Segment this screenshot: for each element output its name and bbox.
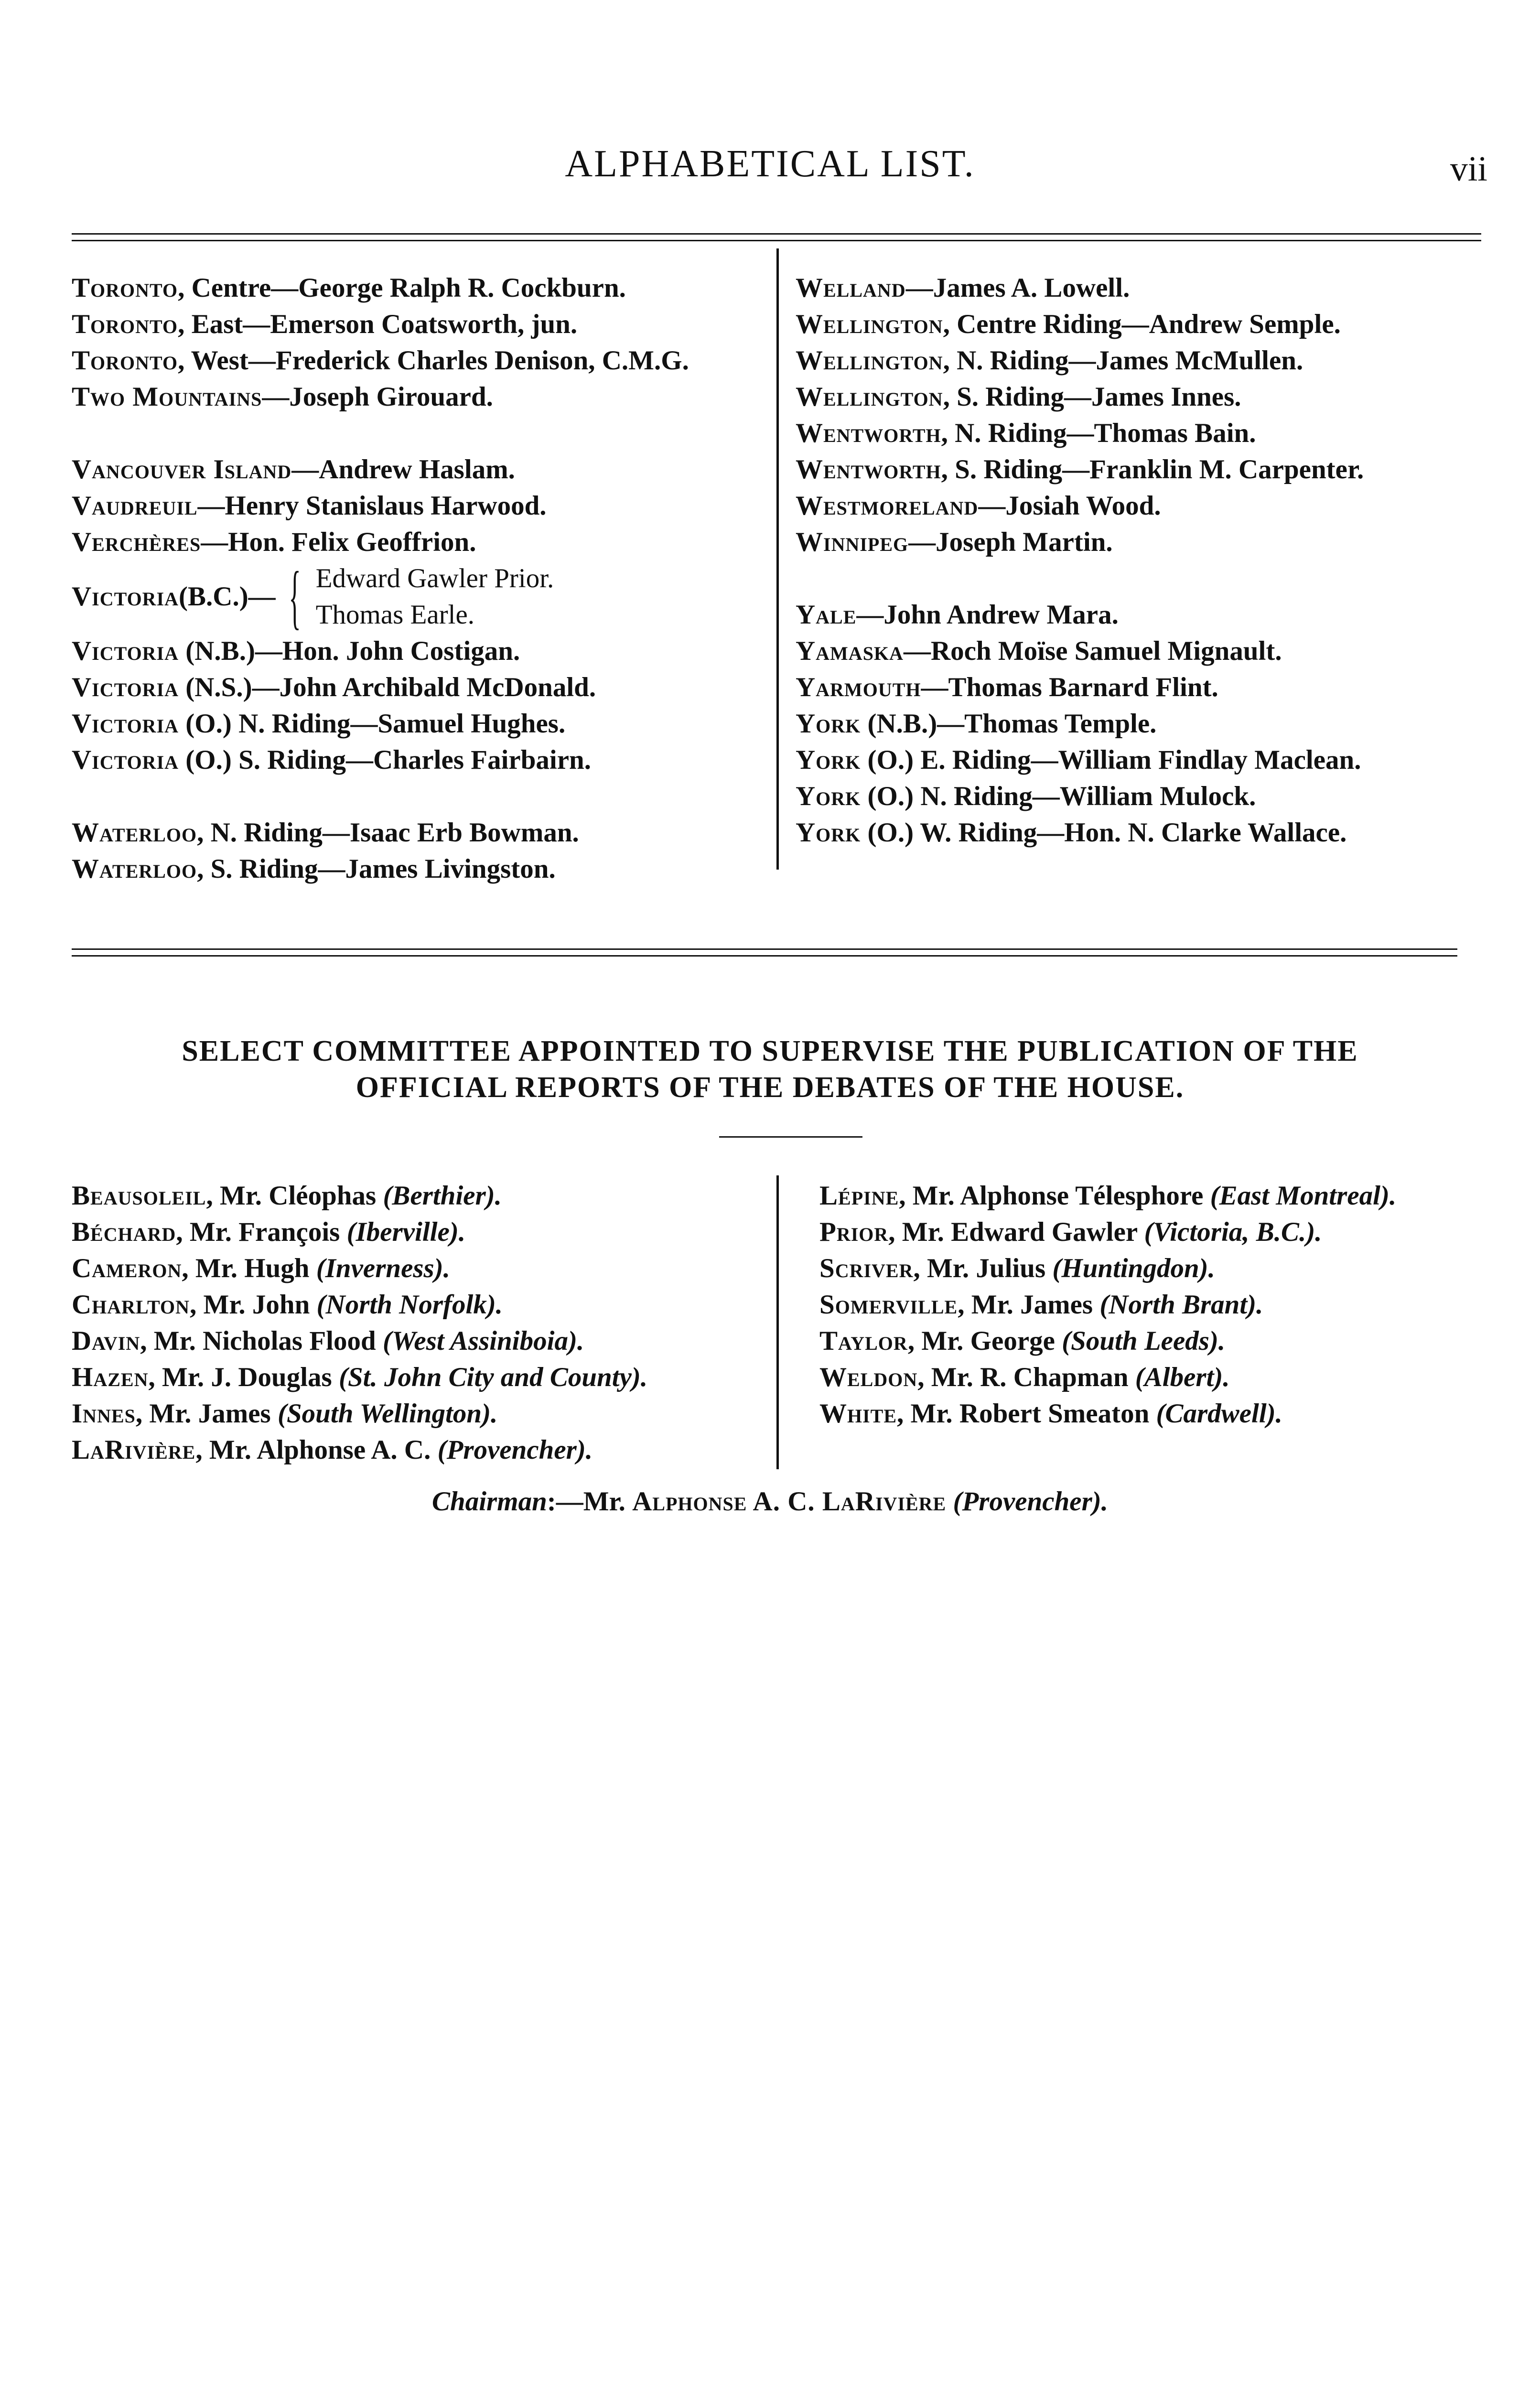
chairman-separator: :—Mr. (547, 1486, 633, 1517)
list-item: Waterloo, S. Riding—James Livingston. (72, 854, 556, 884)
list-item: Victoria (N.S.)—John Archibald McDonald. (72, 672, 596, 702)
list-item: Vancouver Island—Andrew Haslam. (72, 454, 515, 484)
list-item: Cameron, Mr. Hugh (Inverness). (72, 1253, 450, 1283)
list-item: Innes, Mr. James (South Wellington). (72, 1399, 498, 1429)
heading-short-rule (719, 1136, 862, 1138)
list-item: Two Mountains—Joseph Girouard. (72, 382, 493, 412)
list-item: LaRivière, Mr. Alphonse A. C. (Provencher). (72, 1435, 593, 1465)
list-item: Winnipeg—Joseph Martin. (796, 527, 1113, 557)
chairman-line (0, 1486, 1540, 1517)
members-right-column (796, 270, 1364, 851)
list-item: Victoria (B.C.)— { Edward Gawler Prior. Thomas Earle. (72, 557, 554, 636)
list-item: Victoria (N.B.)—Hon. John Costigan. (72, 636, 520, 666)
list-item: Victoria (O.) S. Riding—Charles Fairbairn. (72, 745, 591, 775)
list-item: Somerville, Mr. James (North Brant). (819, 1290, 1263, 1320)
chairman-riding: (Provencher). (946, 1486, 1108, 1517)
list-item: Vaudreuil—Henry Stanislaus Harwood. (72, 491, 547, 521)
list-item: Wellington, Centre Riding—Andrew Semple. (796, 309, 1341, 339)
list-item: York (O.) W. Riding—Hon. N. Clarke Wallace. (796, 818, 1347, 848)
list-item: York (O.) N. Riding—William Mulock. (796, 781, 1256, 811)
list-item: Scriver, Mr. Julius (Huntingdon). (819, 1253, 1215, 1283)
list-item: York (O.) E. Riding—William Findlay Maclean. (796, 745, 1361, 775)
list-item: Victoria (O.) N. Riding—Samuel Hughes. (72, 709, 566, 739)
list-item: York (N.B.)—Thomas Temple. (796, 709, 1157, 739)
list-item: Waterloo, N. Riding—Isaac Erb Bowman. (72, 818, 579, 848)
list-item: Davin, Mr. Nicholas Flood (West Assiniboia). (72, 1326, 584, 1356)
committee-heading-line-2: OFFICIAL REPORTS OF THE DEBATES OF THE HOUSE. (355, 1071, 1185, 1104)
committee-column-divider (776, 1175, 779, 1469)
list-item: Toronto, West—Frederick Charles Denison, C.M.G. (72, 345, 689, 376)
list-item: Welland—James A. Lowell. (796, 273, 1130, 303)
committee-left-column (72, 1178, 647, 1468)
list-item: Toronto, Centre—George Ralph R. Cockburn. (72, 273, 626, 303)
list-item: Yamaska—Roch Moïse Samuel Mignault. (796, 636, 1282, 666)
page-number: vii (1450, 150, 1487, 189)
list-item: Verchères—Hon. Felix Geoffrion. (72, 527, 476, 557)
header-rule-top (72, 233, 1481, 235)
column-divider (776, 248, 779, 870)
page-title: ALPHABETICAL LIST. (565, 143, 975, 185)
list-item: Yarmouth—Thomas Barnard Flint. (796, 672, 1218, 702)
list-item: Wellington, N. Riding—James McMullen. (796, 345, 1303, 376)
list-item: Beausoleil, Mr. Cléophas (Berthier). (72, 1181, 502, 1211)
section-rule-bottom (72, 955, 1457, 957)
chairman-label: Chairman (432, 1486, 547, 1517)
committee-heading-line-1: SELECT COMMITTEE APPOINTED TO SUPERVISE THE PUBLICATION OF THE (182, 1035, 1358, 1067)
list-item: Hazen, Mr. J. Douglas (St. John City and County). (72, 1362, 648, 1392)
list-item: Toronto, East—Emerson Coatsworth, jun. (72, 309, 578, 339)
list-item: Wentworth, S. Riding—Franklin M. Carpenter. (796, 454, 1364, 484)
list-item: Yale—John Andrew Mara. (796, 600, 1119, 630)
brace-glyph: { (289, 557, 301, 636)
list-item: Wellington, S. Riding—James Innes. (796, 382, 1241, 412)
committee-right-column (819, 1178, 1396, 1432)
list-item: Charlton, Mr. John (North Norfolk). (72, 1290, 503, 1320)
list-item: Prior, Mr. Edward Gawler (Victoria, B.C.). (819, 1217, 1322, 1247)
list-item: Taylor, Mr. George (South Leeds). (819, 1326, 1226, 1356)
header-rule-bottom (72, 240, 1481, 241)
list-item: Béchard, Mr. François (Iberville). (72, 1217, 466, 1247)
list-item: Wentworth, N. Riding—Thomas Bain. (796, 418, 1256, 448)
list-item: Westmoreland—Josiah Wood. (796, 491, 1161, 521)
members-left-column (72, 270, 689, 887)
list-item: White, Mr. Robert Smeaton (Cardwell). (819, 1399, 1282, 1429)
list-item: Weldon, Mr. R. Chapman (Albert). (819, 1362, 1230, 1392)
section-rule-top (72, 948, 1457, 950)
list-item: Lépine, Mr. Alphonse Télesphore (East Montreal). (819, 1181, 1397, 1211)
chairman-name: Alphonse A. C. LaRivière (632, 1486, 947, 1517)
